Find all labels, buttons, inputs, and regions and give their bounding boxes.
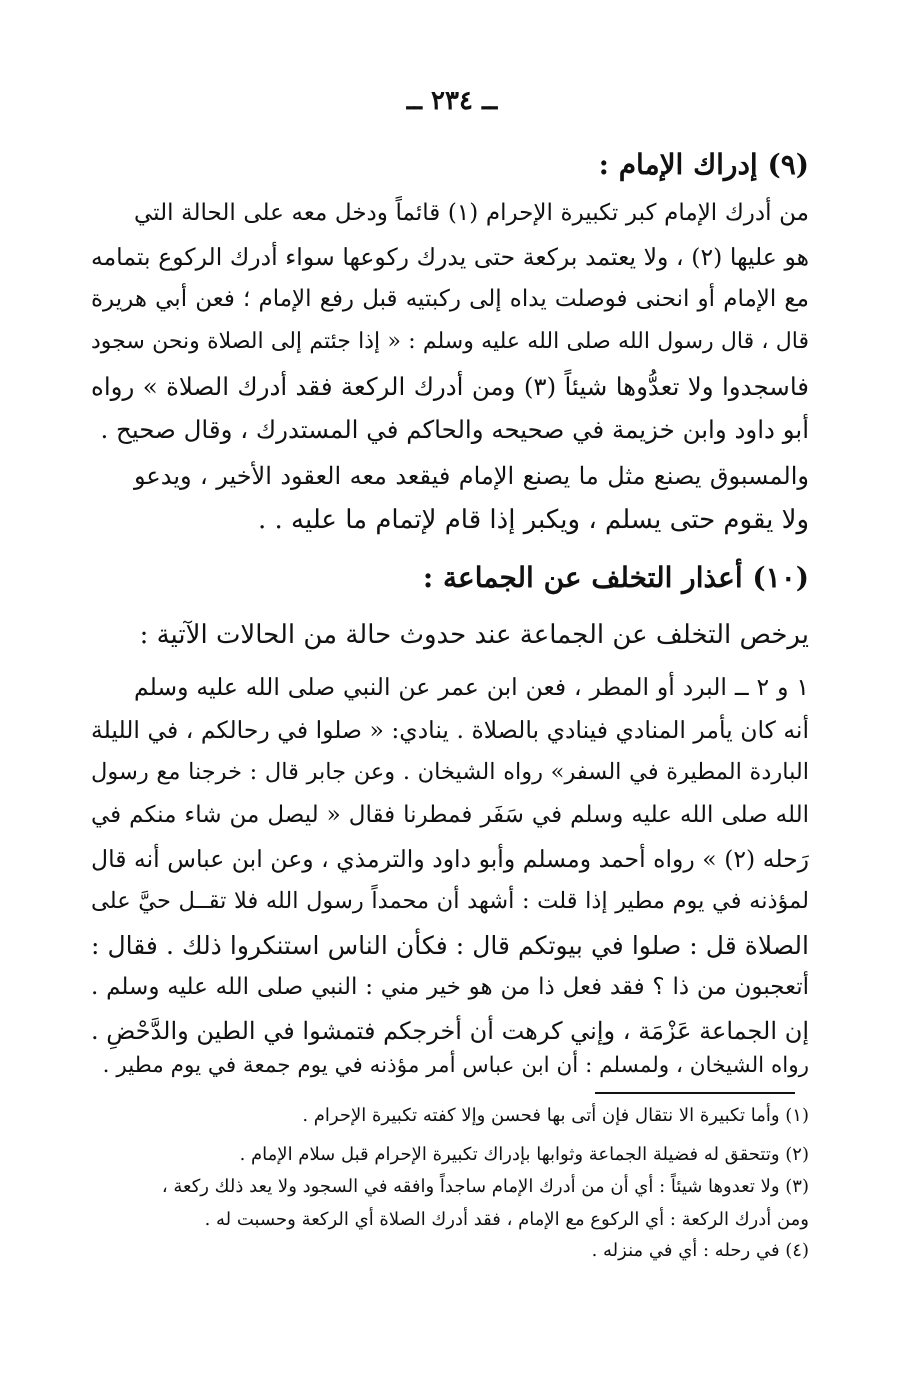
paragraph-3-line-8: أتعجبون من ذا ؟ فقد فعل ذا من هو خير مني : النبي صلى الله عليه وسلم . [91,974,809,1000]
footnote-3-continuation: ومن أدرك الركعة : أي الركوع مع الإمام ، فقد أدرك الصلاة أي الركعة وحسبت له . [204,1209,809,1230]
footnote-divider [595,1092,795,1094]
paragraph-3-line-10: رواه الشيخان ، ولمسلم : أن ابن عباس أمر مؤذنه في يوم جمعة في يوم مطير . [102,1053,809,1078]
paragraph-2-line-2: ولا يقوم حتى يسلم ، ويكبر إذا قام لإتمام ما عليه . . [257,505,809,535]
paragraph-1-line-4: قال ، قال رسول الله صلى الله عليه وسلم : « إذا جئتم إلى الصلاة ونحن سجود [91,329,809,354]
paragraph-3-line-7: الصلاة قل : صلوا في بيوتكم قال : فكأن الناس استنكروا ذلك . فقال : [91,931,809,960]
paragraph-1-line-5: فاسجدوا ولا تعدُّوها شيئاً (٣) ومن أدرك الركعة فقد أدرك الصلاة » رواه [91,372,810,401]
paragraph-1-line-6: أبو داود وابن خزيمة في صحيحه والحاكم في المستدرك ، وقال صحيح . [100,415,809,444]
section-9-heading: (٩) إدراك الإمام : [598,148,809,181]
section-10-intro: يرخص التخلف عن الجماعة عند حدوث حالة من الحالات الآتية : [139,620,809,650]
paragraph-3-line-4: الله صلى الله عليه وسلم في سَفَر فمطرنا فقال « ليصل من شاء منكم في [91,802,809,828]
paragraph-2-line-1: والمسبوق يصنع مثل ما يصنع الإمام فيقعد معه العقود الأخير ، ويدعو [134,462,809,490]
footnote-2: (٢) وتتحقق له فضيلة الجماعة وثوابها بإدراك تكبيرة الإحرام قبل سلام الإمام . [239,1144,809,1165]
paragraph-3-line-9: إن الجماعة عَزْمَة ، وإني كرهت أن أخرجكم فتمشوا في الطين والدَّحْضِ . [91,1017,809,1045]
footnote-3: (٣) ولا تعدوها شيئاً : أي أن من أدرك الإمام ساجداً وافقه في السجود ولا يعد ذلك ركعة ، [161,1176,809,1197]
paragraph-3-line-6: لمؤذنه في يوم مطير إذا قلت : أشهد أن محمداً رسول الله فلا تقــل حيَّ على [91,888,809,914]
paragraph-1-line-1: من أدرك الإمام كبر تكبيرة الإحرام (١) قائماً ودخل معه على الحالة التي [134,200,810,226]
paragraph-1-line-3: مع الإمام أو انحنى فوصلت يداه إلى ركبتيه قبل رفع الإمام ؛ فعن أبي هريرة [91,286,809,312]
footnote-4: (٤) في رحله : أي في منزله . [591,1240,809,1261]
footnote-1: (١) وأما تكبيرة الا نتقال فإن أتى بها فحسن وإلا كفته تكبيرة الإحرام . [302,1105,809,1126]
paragraph-3-line-1: ١ و ٢ ــ البرد أو المطر ، فعن ابن عمر عن النبي صلى الله عليه وسلم [134,673,809,701]
paragraph-3-line-2: أنه كان يأمر المنادي فينادي بالصلاة . ينادي: « صلوا في رحالكم ، في الليلة [91,716,809,744]
paragraph-3-line-3: الباردة المطيرة في السفر» رواه الشيخان . وعن جابر قال : خرجنا مع رسول [91,759,809,785]
section-10-heading: (١٠) أعذار التخلف عن الجماعة : [422,561,809,594]
page-number: ــ ٢٣٤ ــ [406,86,498,116]
paragraph-3-line-5: رَحله (٢) » رواه أحمد ومسلم وأبو داود والترمذي ، وعن ابن عباس أنه قال [91,845,809,873]
paragraph-1-line-2: هو عليها (٢) ، ولا يعتمد بركعة حتى يدرك ركوعها سواء أدرك الركوع بتمامه [91,243,809,271]
